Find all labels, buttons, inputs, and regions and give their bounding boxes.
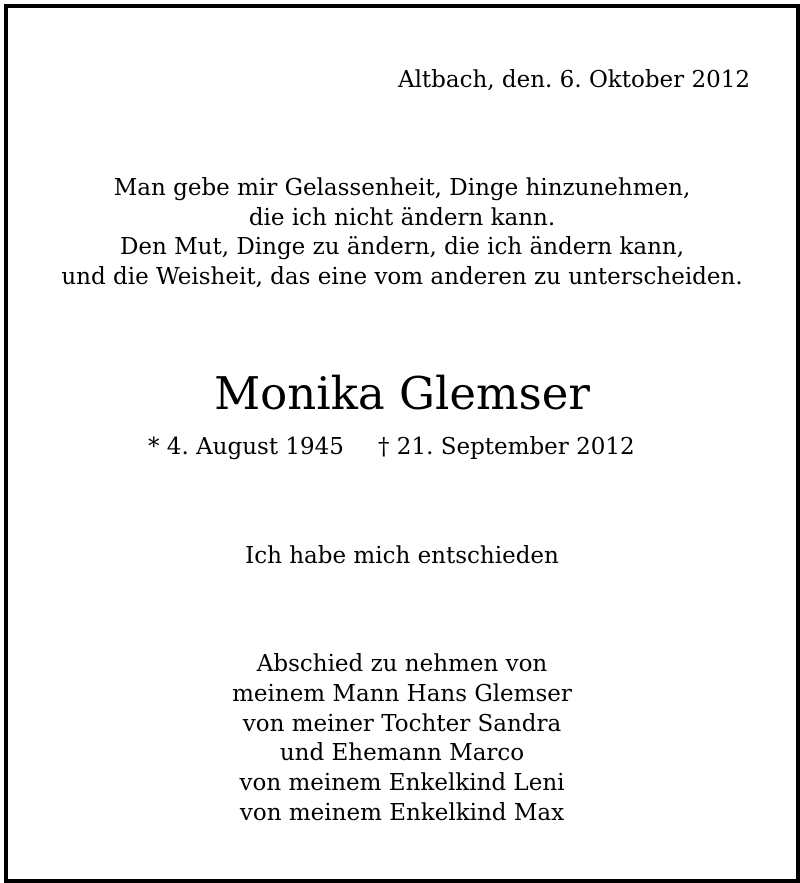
farewell-line: von meinem Enkelkind Leni: [239, 770, 565, 797]
farewell-list: [8, 650, 796, 829]
poem-line: und die Weisheit, das eine vom anderen zu unterscheiden.: [61, 263, 743, 290]
farewell-line: und Ehemann Marco: [279, 740, 525, 767]
deceased-name: Monika Glemser: [214, 367, 590, 420]
serenity-poem: [8, 174, 796, 292]
farewell-line: meinem Mann Hans Glemser: [232, 680, 572, 707]
farewell-line: Abschied zu nehmen von: [256, 651, 548, 677]
obituary-notice: [4, 4, 800, 883]
place-date: Altbach, den. 6. Oktober 2012: [397, 67, 750, 93]
poem-line: Man gebe mir Gelassenheit, Dinge hinzunehmen,: [113, 175, 691, 201]
birth-date: * 4. August 1945: [148, 434, 344, 460]
poem-line: Den Mut, Dinge zu ändern, die ich ändern kann,: [119, 234, 685, 260]
poem-line: die ich nicht ändern kann.: [248, 204, 556, 231]
farewell-line: von meiner Tochter Sandra: [242, 710, 562, 737]
death-date: † 21. September 2012: [378, 434, 635, 460]
decision-statement: Ich habe mich entschieden: [245, 543, 559, 569]
farewell-line: von meinem Enkelkind Max: [239, 799, 565, 826]
